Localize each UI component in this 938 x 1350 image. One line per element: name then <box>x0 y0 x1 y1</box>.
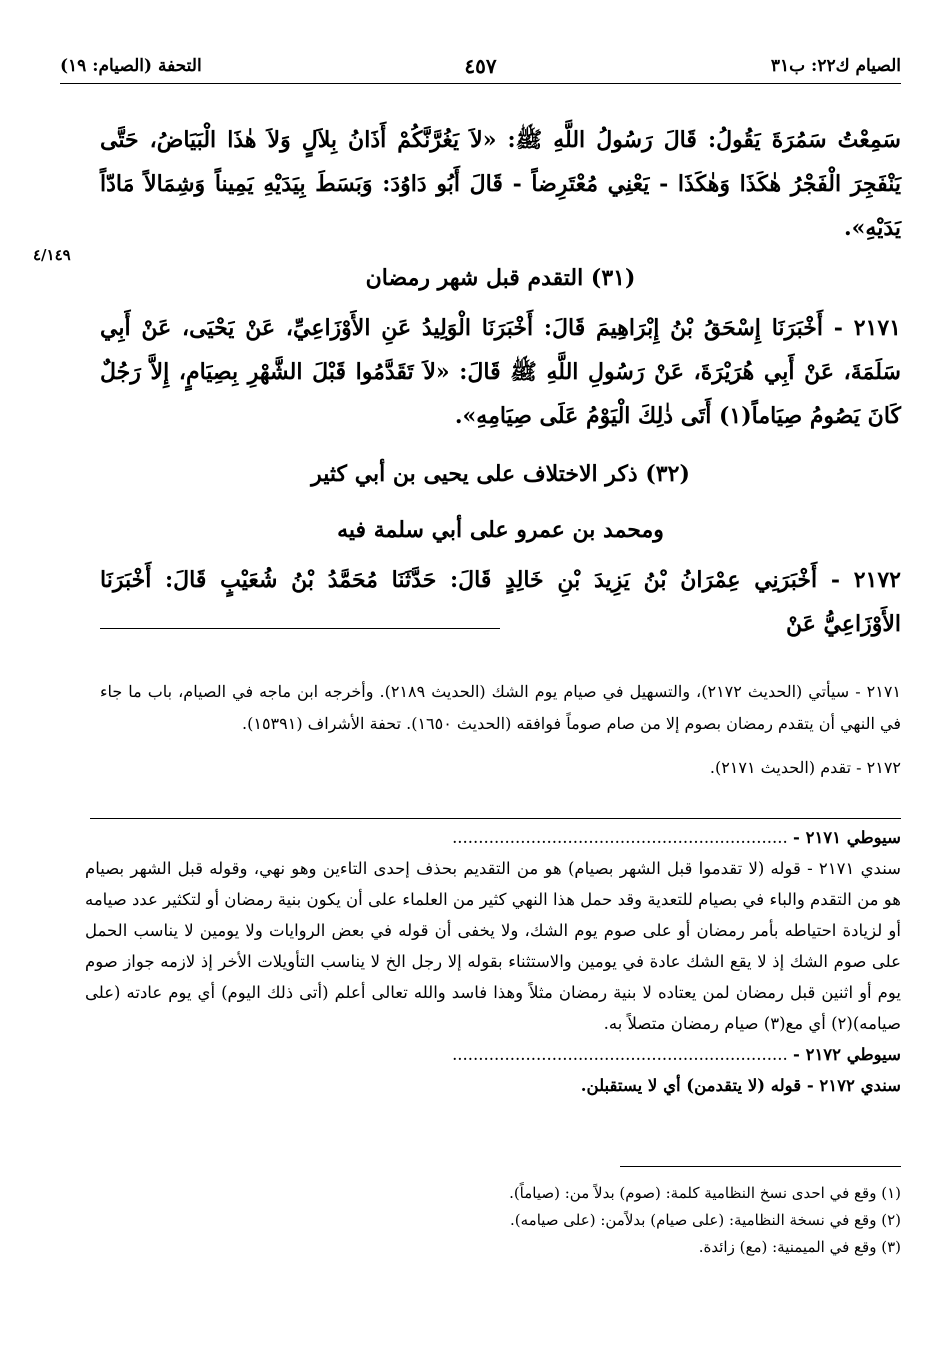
footnotes <box>300 1180 901 1261</box>
page-number: ٤٥٧ <box>464 54 497 78</box>
header-rule <box>60 83 901 84</box>
main-text <box>100 118 901 646</box>
chapter-heading-32-line2: ومحمد بن عمرو على أبي سلمة فيه <box>337 517 664 543</box>
commentary-section <box>85 822 901 1101</box>
dot-leader: ................................................................ <box>452 1045 788 1064</box>
reference-2172: ٢١٧٢ - تقدم (الحديث ٢١٧١). <box>709 758 901 777</box>
reference-2171: ٢١٧١ - سيأتي (الحديث ٢١٧٢)، والتسهيل في صيام يوم الشك (الحديث ٢١٨٩). وأخرجه ابن ماجه في الصيام، باب ما جاء في النهي أن يتقدم رمضان بصوم إلا من صام صوماً فوافقه (الحديث ١٦٥٠). تحفة الأشراف (١٥٣٩١). <box>100 682 902 733</box>
hadith-2171: ٢١٧١ - أَخْبَرَنَا إِسْحَقُ بْنُ إِبْرَاهِيمَ قَالَ: أَخْبَرَنَا الْوَلِيدُ عَنِ الأَوْزَاعِيِّ، عَنْ يَحْيَى، عَنْ أَبِي سَلَمَةَ، عَنْ أَبِي هُرَيْرَةَ، عَنْ رَسُولِ اللَّهِ ﷺ قَالَ: «لاَ تَقَدَّمُوا قَبْلَ الشَّهْرِ بِصِيَامٍ، إِلاَّ رَجُلٌ كَانَ يَصُومُ صِيَاماً(١) أَتَى ذٰلِكَ الْيَوْمُ عَلَى صِيَامِهِ». <box>100 315 901 429</box>
text-end-rule <box>100 628 500 629</box>
chapter-heading-31: (٣١) التقدم قبل شهر رمضان <box>365 265 636 291</box>
margin-reference: ٤/١٤٩ <box>33 246 71 264</box>
dot-leader: ................................................................ <box>452 828 788 847</box>
header-section-ref: الصيام ك٢٢: ب٣١ <box>770 56 901 76</box>
hadith-2172: ٢١٧٢ - أَخْبَرَنِي عِمْرَانُ بْنُ يَزِيدَ بْنِ خَالِدٍ قَالَ: حَدَّثَنَا مُحَمَّدُ بْنُ شُعَيْبٍ قَالَ: أَخْبَرَنَا الأَوْزَاعِيُّ عَنْ <box>100 567 901 637</box>
header-tuhfa-ref: التحفة (الصيام: ١٩) <box>60 56 202 76</box>
sindi-2172: سندي ٢١٧٢ - قوله (لا يتقدمن) أي لا يستقبلن. <box>580 1076 901 1095</box>
takhrij-references <box>100 676 901 784</box>
chapter-heading-32-line1: (٣٢) ذكر الاختلاف على يحيى بن أبي كثير <box>311 461 690 487</box>
suyuti-2172-label: سيوطي ٢١٧٢ - <box>792 1045 901 1064</box>
footnote-1: (١) وقع في احدى نسخ النظامية كلمة: (صوم) بدلاً من: (صياماً). <box>509 1184 901 1202</box>
commentary-rule <box>90 818 901 819</box>
footnote-3: (٣) وقع في الميمنية: (مع) زائدة. <box>698 1238 901 1256</box>
sindi-2171: سندي ٢١٧١ - قوله (لا تقدموا قبل الشهر بصيام) هو من التقديم بحذف إحدى التاءين وهو نهي، وقوله قبل الشهر بصيام هو من التقدم والباء في بصيام للتعدية وقد حمل هذا النهي كثير من العلماء على أن يكون بنية رمضان أو لتكثير عدد صيامه أو لزيادة احتياطه بأمر رمضان أو على صوم يوم الشك، ولا يخفى أن قوله في بعض الروايات ولا يومين لا يناسب الحمل على صوم الشك إذ لا يقع الشك عادة في يومين والاستثناء بقوله إلا رجل الخ لا يناسب التأويلات الأخر إذ لازمه جواز صوم يوم أو اثنين قبل رمضان لمن يعتاده لا بنية رمضان مثلاً وهذا فاسد والله تعالى أعلم (أتى ذلك اليوم) أي يوم عادته (على صيامه)(٢) أي مع(٣) صيام رمضان متصلاً به. <box>85 859 902 1033</box>
footnote-rule <box>620 1166 901 1167</box>
suyuti-2171-label: سيوطي ٢١٧١ - <box>792 828 901 847</box>
hadith-continuation: سَمِعْتُ سَمُرَةَ يَقُولُ: قَالَ رَسُولُ اللَّهِ ﷺ: «لاَ يَغُرَّنَّكُمْ أَذَانُ بِلاَلٍ وَلاَ هٰذَا الْبَيَاضُ، حَتَّى يَنْفَجِرَ الْفَجْرُ هٰكَذَا وَهٰكَذَا - يَعْنِي مُعْتَرِضاً - قَالَ أَبُو دَاوُدَ: وَبَسَطَ بِيَدَيْهِ يَمِيناً وَشِمَالاً مَادّاً يَدَيْهِ». <box>100 127 901 241</box>
running-header <box>60 50 901 84</box>
footnote-2: (٢) وقع في نسخة النظامية: (على صيام) بدلاًمن: (على صيامه). <box>510 1211 901 1229</box>
